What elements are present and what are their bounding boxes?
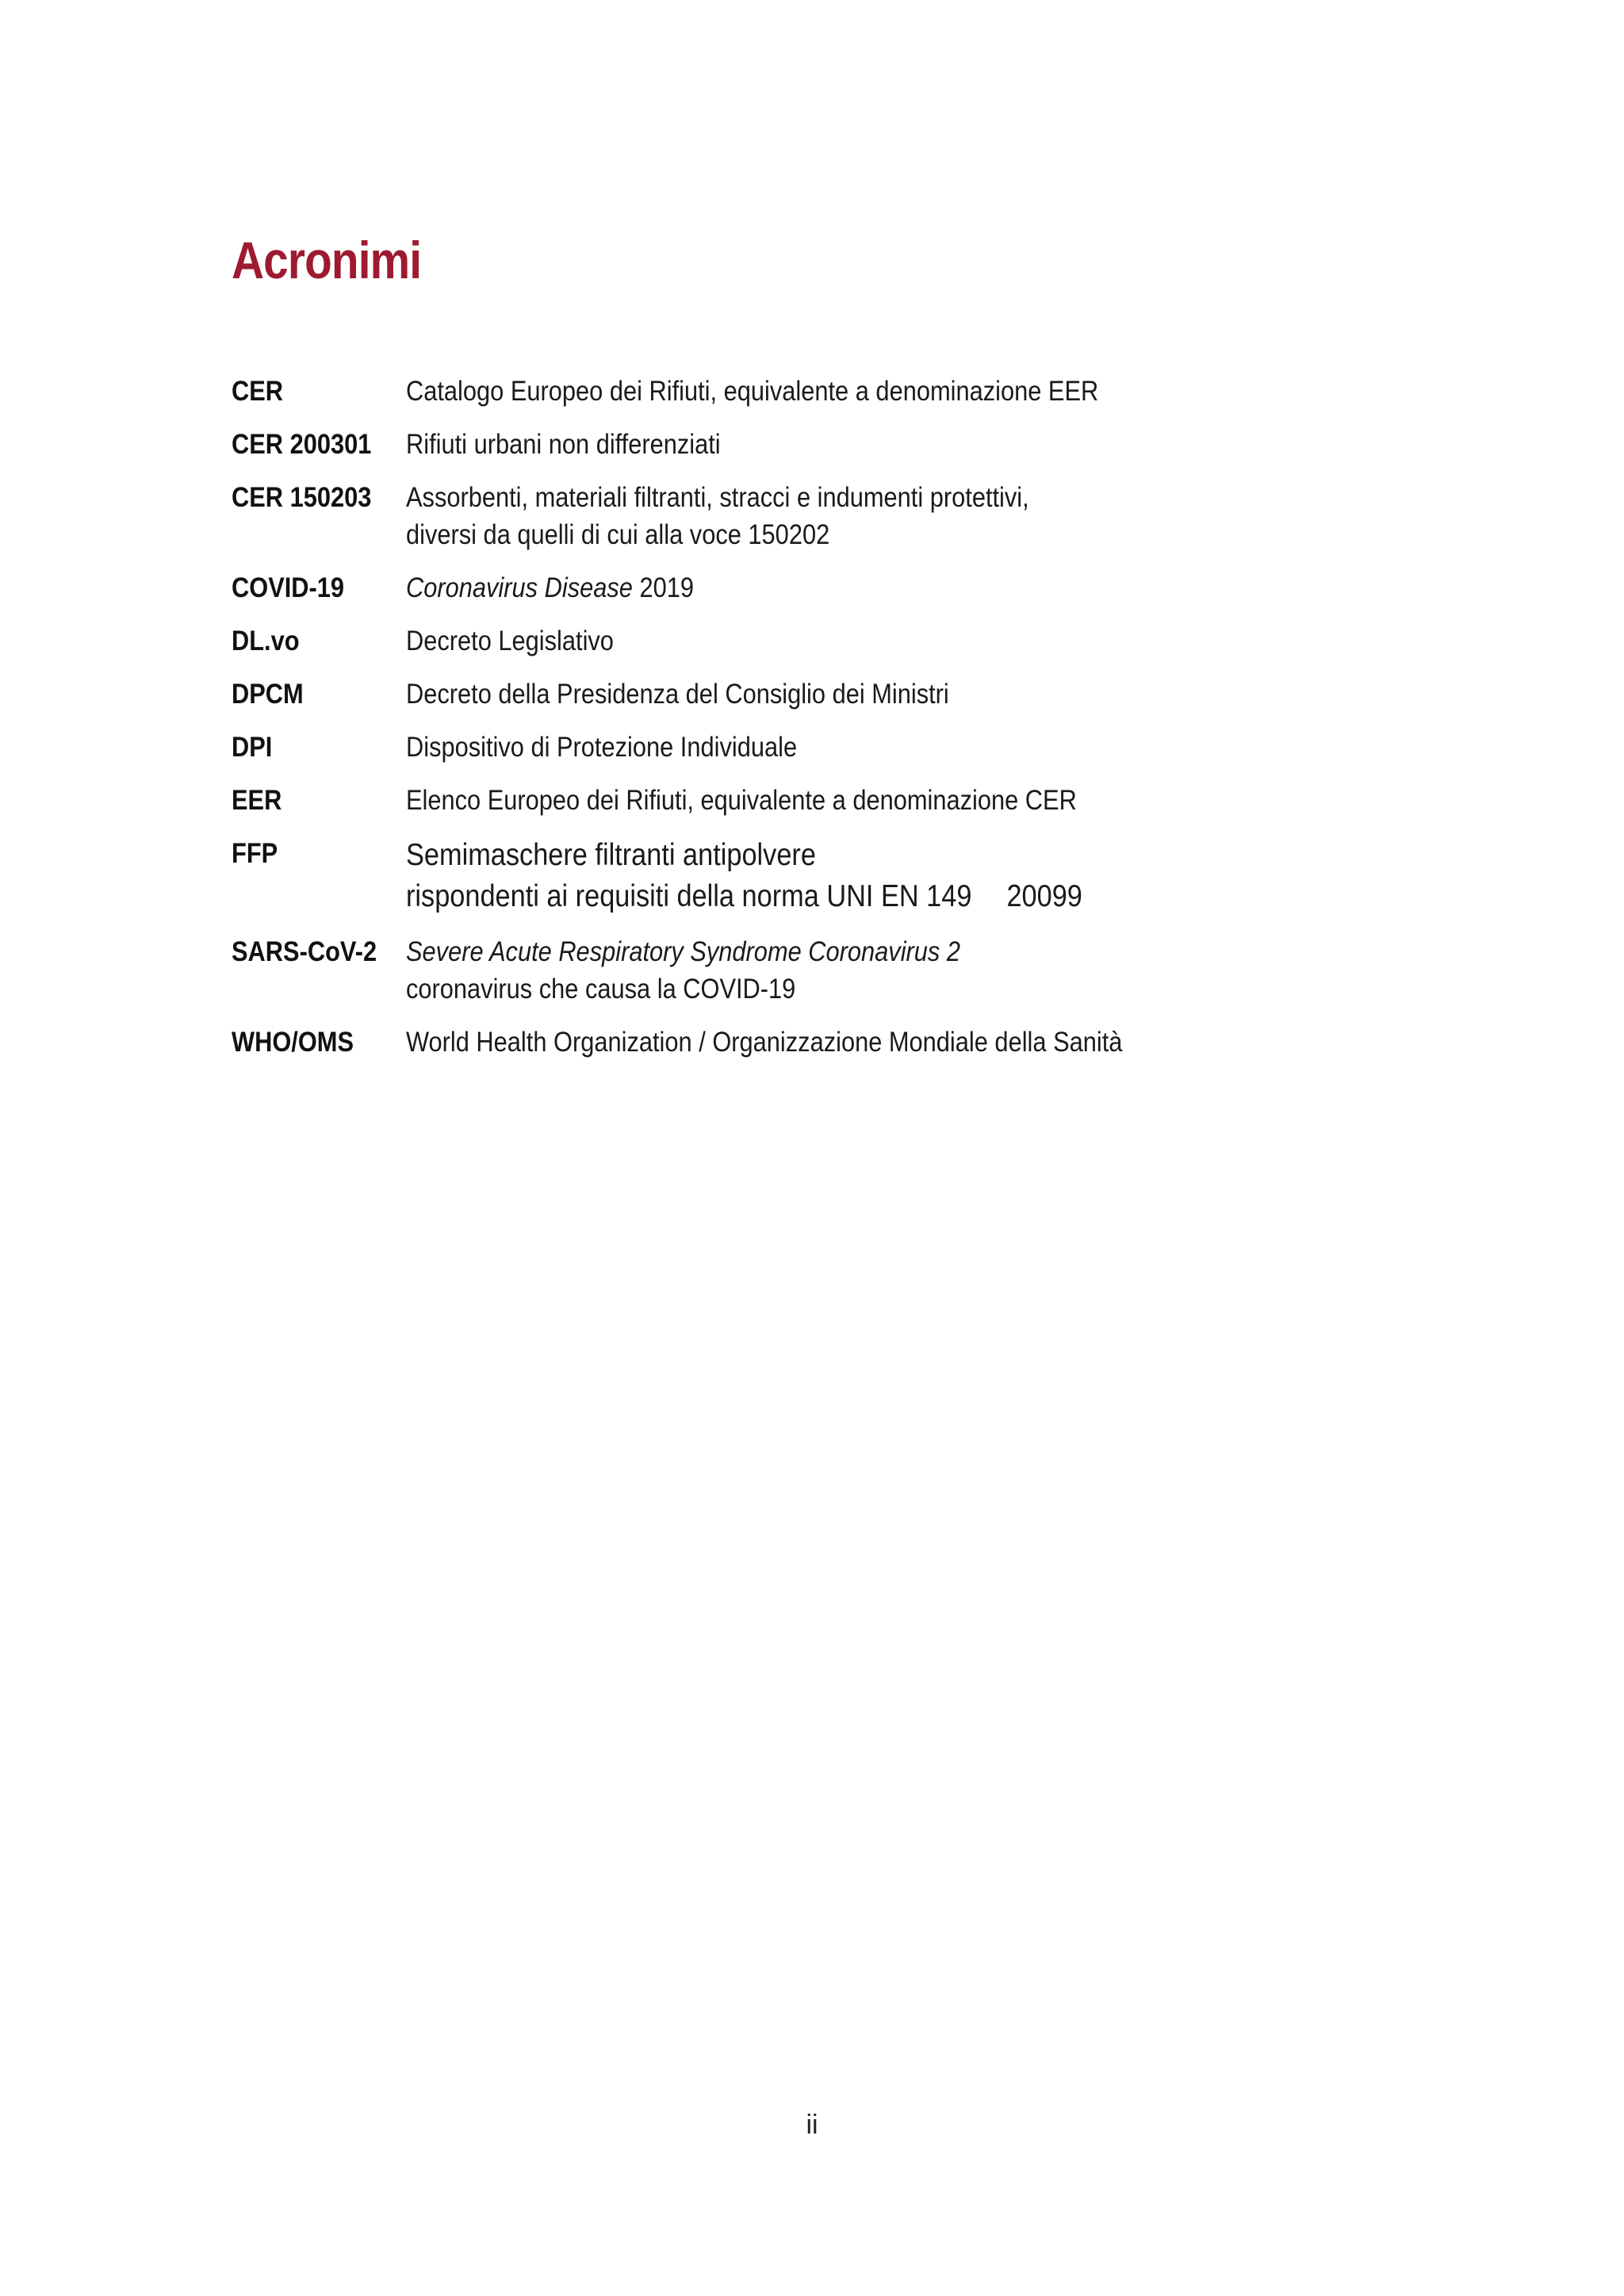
acronym-definition: Rifiuti urbani non differenziati (406, 429, 721, 460)
acronym-term: FFP (232, 838, 278, 869)
acronym-definition: Coronavirus Disease 2019 (406, 572, 694, 603)
acronym-term: COVID-19 (232, 572, 345, 603)
acronym-row-who-oms (232, 1024, 1421, 1061)
acronym-definition: Elenco Europeo dei Rifiuti, equivalente a denominazione CER (406, 785, 1077, 816)
acronym-row-dpi (232, 729, 1421, 766)
acronym-definition: Assorbenti, materiali filtranti, stracci e indumenti protettivi, diversi da quelli di cui alla voce 150202 (406, 482, 1029, 550)
acronym-term: DPCM (232, 679, 304, 710)
acronym-definition: Decreto della Presidenza del Consiglio dei Ministri (406, 679, 949, 710)
acronym-term: CER 150203 (232, 482, 372, 513)
acronym-term: CER (232, 376, 284, 407)
acronym-term: DPI (232, 732, 273, 763)
acronym-definition: Dispositivo di Protezione Individuale (406, 732, 798, 763)
acronym-term: WHO/OMS (232, 1027, 354, 1058)
acronym-definition: World Health Organization / Organizzazione Mondiale della Sanità (406, 1027, 1123, 1058)
acronym-row-sars-cov-2 (232, 933, 1421, 1008)
acronym-definition: Decreto Legislativo (406, 626, 614, 656)
acronym-term: SARS-CoV-2 (232, 936, 377, 967)
acronym-row-cer-150203 (232, 479, 1421, 553)
acronym-term: EER (232, 785, 282, 816)
acronym-row-cer (232, 373, 1421, 410)
acronym-row-covid-19 (232, 569, 1421, 607)
acronym-row-ffp (232, 835, 1421, 917)
page-number: ii (806, 2110, 818, 2140)
acronym-row-eer (232, 782, 1421, 819)
acronym-row-dpcm (232, 675, 1421, 713)
acronym-definition: Catalogo Europeo dei Rifiuti, equivalente a denominazione EER (406, 376, 1099, 407)
acronym-term: CER 200301 (232, 429, 372, 460)
acronym-list (232, 373, 1421, 1077)
acronym-definition: Semimaschere filtranti antipolvere rispondenti ai requisiti della norma UNI EN 149 20099 (406, 838, 1082, 913)
page-title: Acronimi (232, 231, 422, 289)
acronym-row-cer-200301 (232, 426, 1421, 463)
acronym-term: DL.vo (232, 626, 300, 656)
acronym-definition: Severe Acute Respiratory Syndrome Coronavirus 2 coronavirus che causa la COVID-19 (406, 936, 961, 1004)
acronym-row-dlvo (232, 622, 1421, 660)
